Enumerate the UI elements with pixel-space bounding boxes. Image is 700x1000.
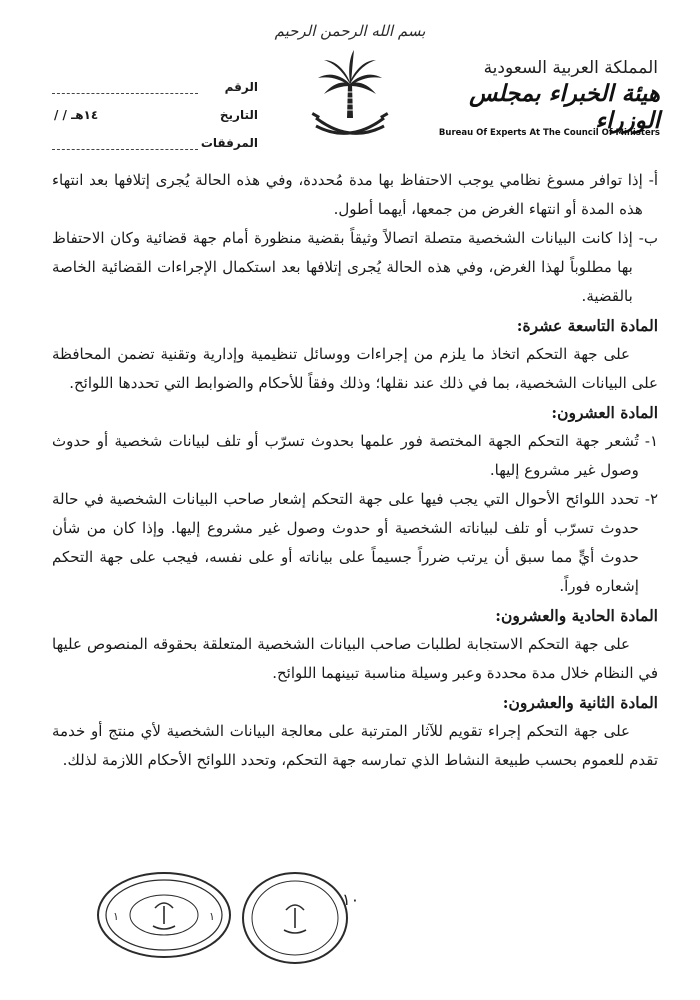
attachments-label: المرفقات <box>200 136 258 150</box>
reference-block <box>48 66 258 150</box>
svg-text:١: ١ <box>113 910 119 923</box>
number-label: الرقم <box>224 80 258 94</box>
clause-b-text: إذا كانت البيانات الشخصية متصلة اتصالاً وثيقاً بقضية منظورة أمام جهة قضائية وكان الاحتفاظ بها مطلوباً لهذا الغرض، وفي هذه الحالة يُجرى إتلافها بعد استكمال الإجراءات القضائية الخاصة بالقضية. <box>52 229 633 305</box>
date-row <box>48 94 258 122</box>
basmala: بسم الله الرحمن الرحيم <box>274 22 426 40</box>
number-row <box>48 66 258 94</box>
clause-a <box>52 166 658 224</box>
clause-b-mark: ب- <box>638 229 658 247</box>
article-21-heading: المادة الحادية والعشرون: <box>495 606 658 625</box>
ministry-seal-stamp <box>240 870 350 966</box>
attachments-field <box>52 135 198 150</box>
article-20-item-2 <box>52 485 658 601</box>
article-22-text: على جهة التحكم إجراء تقويم للآثار المترتبة على معالجة البيانات الشخصية لأي منتج أو خدمة تقدم للعموم بحسب طبيعة النشاط الذي تمارسه جهة التحكم، وتحدد اللوائح الأحكام اللازمة لذلك. <box>52 722 658 769</box>
bureau-name-english: Bureau Of Experts At The Council Of Ministers <box>438 128 660 138</box>
number-field <box>52 79 198 94</box>
date-label: التاريخ <box>219 108 258 122</box>
clause-a-text: إذا توافر مسوغ نظامي يوجب الاحتفاظ بها مدة مُحددة، وفي هذه الحالة يُجرى إتلافها بعد انتهاء هذه المدة أو انتهاء الغرض من جمعها، أيهما أطول. <box>52 171 643 218</box>
article-20-item-1 <box>52 427 658 485</box>
clause-a-mark: أ- <box>648 171 658 189</box>
article-19-text: على جهة التحكم اتخاذ ما يلزم من إجراءات ووسائل تنظيمية وإدارية وتقنية تضمن المحافظة على البيانات الشخصية، بما في ذلك عند نقلها؛ وذلك وفقاً للأحكام والضوابط التي تحددها اللوائح. <box>52 345 658 392</box>
document-body <box>52 166 658 775</box>
article-22-heading: المادة الثانية والعشرون: <box>502 693 658 712</box>
article-20-item-1-mark: ١- <box>644 432 658 450</box>
kingdom-name: المملكة العربية السعودية <box>483 58 658 78</box>
attachments-row <box>48 122 258 150</box>
bureau-name-arabic: هيئة الخبراء بمجلس الوزراء <box>469 80 660 134</box>
palm-and-swords-emblem <box>310 48 390 140</box>
article-20-item-2-mark: ٢- <box>644 490 658 508</box>
article-19-heading: المادة التاسعة عشرة: <box>516 316 658 335</box>
date-value: / / ١٤هـ <box>54 108 99 122</box>
article-21-text: على جهة التحكم الاستجابة لطلبات صاحب البيانات الشخصية المتعلقة بحقوقه المنصوص عليها في النظام خلال مدة محددة وعبر وسيلة مناسبة تبينهما اللوائح. <box>52 635 658 682</box>
clause-b <box>52 224 658 311</box>
page-number: ١٠ <box>342 890 360 909</box>
article-20-item-1-text: تُشعر جهة التحكم الجهة المختصة فور علمها بحدوث تسرّب أو تلف لبيانات شخصية أو حدوث وصول غير مشروع إليها. <box>52 432 639 479</box>
article-20-heading: المادة العشرون: <box>551 403 658 422</box>
article-20-item-2-text: تحدد اللوائح الأحوال التي يجب فيها على جهة التحكم إشعار صاحب البيانات الشخصية في حالة حدوث تسرّب أو تلف لبياناته الشخصية أو حدوث وصول غير مشروع إليها. وإذا كان من شأن حدوث أيٍّ مما سبق أن يرتب ضرراً جسيماً على بياناته أو على نفسه، فيجب على جهة التحكم إشعاره فوراً. <box>52 490 639 595</box>
svg-text:١: ١ <box>209 910 215 923</box>
bureau-seal-stamp <box>95 870 233 960</box>
